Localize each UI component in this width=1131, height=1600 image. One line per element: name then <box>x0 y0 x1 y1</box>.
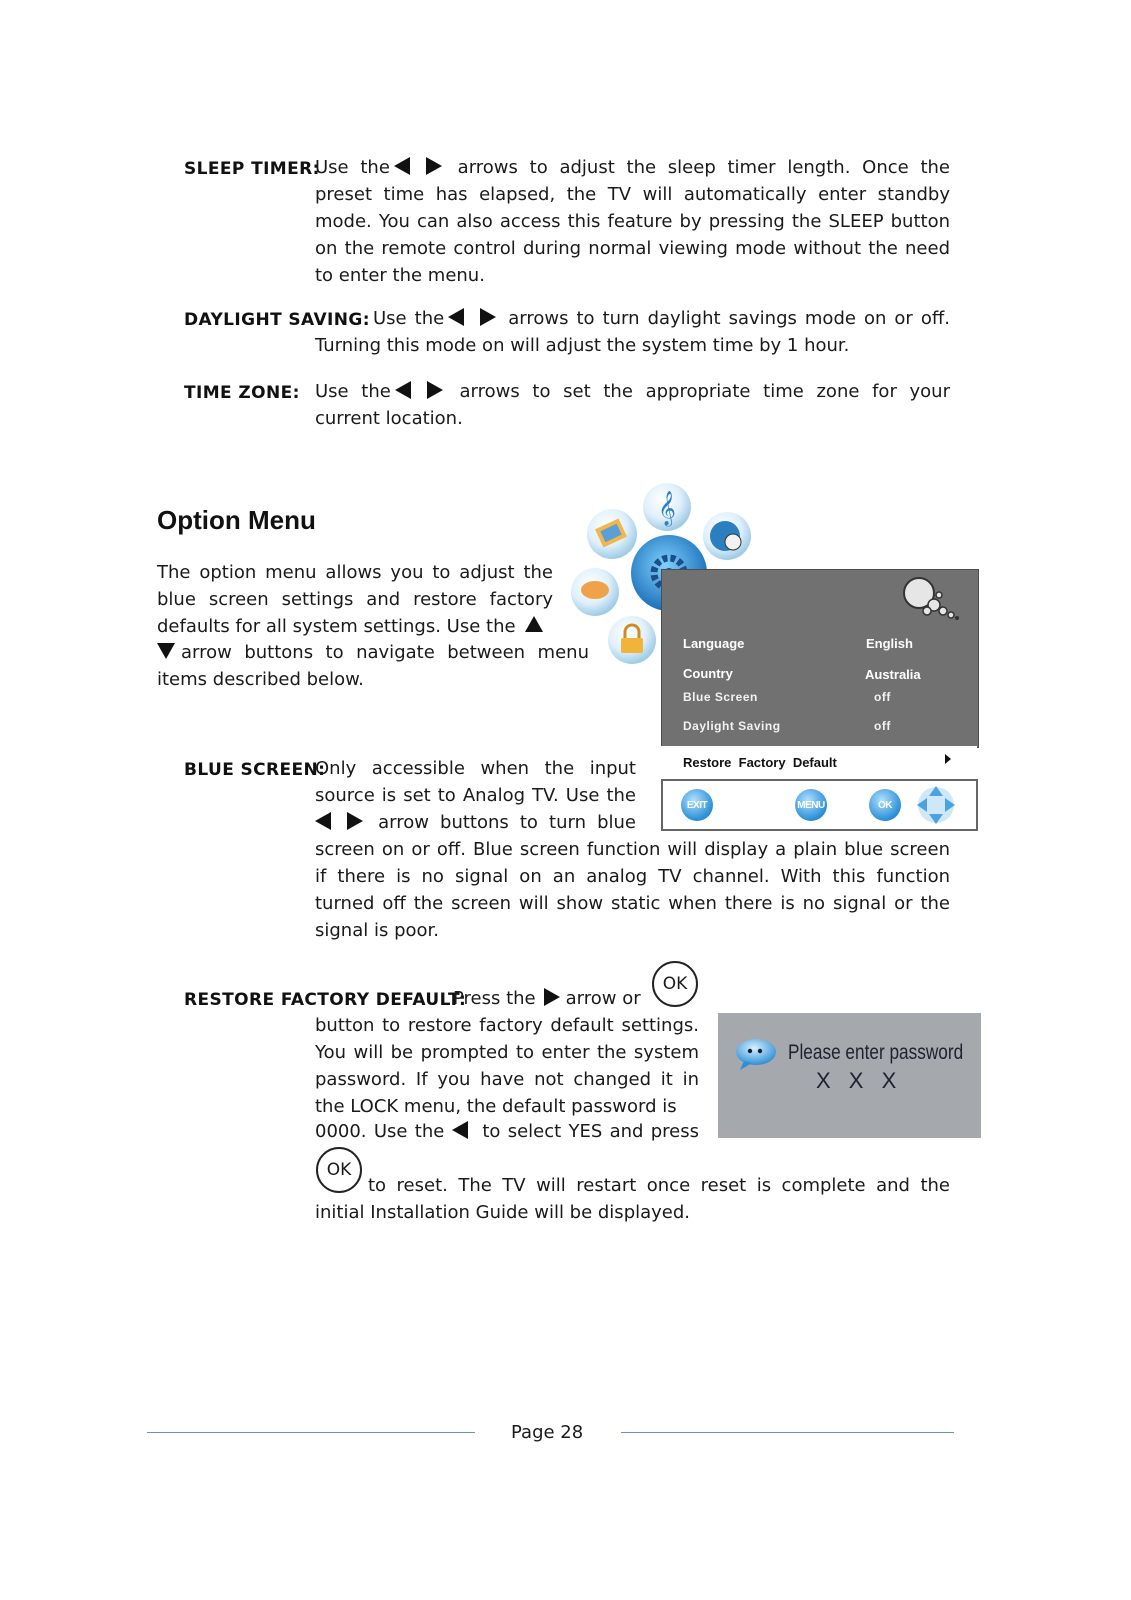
chat-icon[interactable] <box>571 568 619 616</box>
option-menu-intro-pre: The option menu allows you to adjust the blue screen settings and restore factory defaults for all system settings. Use the <box>157 562 553 637</box>
lock-icon[interactable] <box>608 616 656 664</box>
time-zone-rest: location. <box>385 408 463 429</box>
sleep-timer-text <box>315 154 950 289</box>
right-caret-icon <box>945 754 951 764</box>
restore-factory-last-pre: 0000. Use the <box>315 1121 445 1142</box>
restore-factory-body: button to restore factory default settings. You will be prompted to enter the system password. If you have not changed it in the LOCK menu, the default password is <box>315 1015 699 1117</box>
left-arrow-icon <box>394 157 410 175</box>
sleep-timer-line1-post: arrows to adjust the sleep timer length. Once the preset <box>315 157 950 205</box>
restore-factory-final <box>315 1172 950 1226</box>
sleep-timer-label: SLEEP TIMER: <box>184 159 320 179</box>
time-zone-line1-pre: Use the <box>315 381 391 402</box>
restore-factory-last-post: to select YES and press <box>482 1121 700 1142</box>
svg-text:𝄞: 𝄞 <box>658 491 676 526</box>
globe-clock-icon[interactable] <box>703 512 751 560</box>
option-menu-intro-2 <box>157 639 589 693</box>
page-number: Page 28 <box>511 1422 584 1443</box>
menu-blue-screen-label[interactable]: Blue Screen <box>683 690 758 704</box>
right-arrow-icon <box>544 988 560 1006</box>
password-prompt: Please enter password <box>788 1041 964 1064</box>
menu-daylight-saving-label[interactable]: Daylight Saving <box>683 719 781 733</box>
blue-screen-line3 <box>315 809 636 836</box>
menu-daylight-saving-value: off <box>874 719 891 733</box>
ok-button-icon: OK <box>316 1147 362 1193</box>
left-arrow-icon <box>315 812 331 830</box>
right-arrow-icon <box>426 157 442 175</box>
footer-rule-right <box>621 1432 954 1433</box>
menu-language-label[interactable]: Language <box>683 636 745 651</box>
menu-language-value: English <box>866 636 913 651</box>
footer-rule-left <box>147 1432 475 1433</box>
picture-icon[interactable] <box>587 509 637 559</box>
restore-factory-arrow-or: arrow or <box>565 988 641 1009</box>
time-zone-text <box>315 378 950 432</box>
tv-option-menu <box>661 569 977 829</box>
menu-blue-screen-value: off <box>874 690 891 704</box>
right-arrow-icon <box>480 308 496 326</box>
daylight-saving-rest: Turning this mode on will adjust the system time by 1 hour. <box>315 335 850 356</box>
up-arrow-icon <box>525 616 543 632</box>
restore-factory-press: Press the <box>453 988 536 1009</box>
daylight-saving-line1-pre: Use the <box>373 308 445 329</box>
left-arrow-icon <box>395 381 411 399</box>
menu-country-label[interactable]: Country <box>683 666 733 681</box>
menu-selected-row[interactable] <box>661 746 977 772</box>
blue-screen-line2: source is set to Analog TV. Use the <box>315 785 636 806</box>
restore-factory-label: RESTORE FACTORY DEFAULT: <box>184 990 467 1010</box>
blue-screen-label: BLUE SCREEN: <box>184 760 326 780</box>
sleep-timer-rest: time has elapsed, the TV will automatically enter standby mode. You can also access this feature by pressing the SLEEP button on the remote control during normal viewing mode without the need to enter the menu. <box>315 184 950 286</box>
right-arrow-icon <box>427 381 443 399</box>
right-arrow-icon <box>347 812 363 830</box>
restore-factory-line1 <box>453 985 653 1012</box>
blue-screen-rest: screen on or off. Blue screen function will display a plain blue screen if there is no signal on an analog TV channel. With this function turned off the screen will show static when there is no signal or the signal is poor. <box>315 839 950 941</box>
dpad-icon[interactable] <box>914 784 958 826</box>
menu-restore-factory-label[interactable]: Restore Factory Default <box>683 755 837 770</box>
music-icon[interactable] <box>643 483 691 531</box>
daylight-saving-line1-post: arrows to turn daylight savings mode on or off. <box>508 308 950 329</box>
left-arrow-icon <box>448 308 464 326</box>
blue-screen-line1: Only accessible when the input <box>315 758 636 779</box>
chat-bubble-icon <box>734 1037 778 1071</box>
ok-button[interactable]: OK <box>869 789 901 821</box>
time-zone-line1-post: arrows to set the appropriate time zone for your current <box>315 381 950 429</box>
password-dialog <box>718 1013 981 1138</box>
ok-button-icon: OK <box>652 961 698 1007</box>
option-menu-intro-post: arrow buttons to navigate between menu items described below. <box>157 642 589 690</box>
sleep-timer-line1-pre: Use the <box>315 157 390 178</box>
daylight-saving-label: DAYLIGHT SAVING: <box>184 310 370 330</box>
menu-country-value: Australia <box>865 667 921 682</box>
restore-factory-final-text: to reset. The TV will restart once reset is complete and the initial Installation Guide will be displayed. <box>315 1175 950 1223</box>
menu-button[interactable]: MENU <box>795 789 827 821</box>
daylight-saving-line1 <box>373 305 950 332</box>
time-zone-label: TIME ZONE: <box>184 383 300 403</box>
down-arrow-icon <box>157 643 175 659</box>
left-arrow-icon <box>452 1121 468 1139</box>
password-mask[interactable]: X X X <box>816 1068 903 1093</box>
exit-button[interactable]: EXIT <box>681 789 713 821</box>
blue-screen-line3-post: arrow buttons to turn blue <box>378 812 636 833</box>
menu-button-bar <box>661 779 978 831</box>
restore-factory-last-line <box>315 1118 699 1145</box>
option-menu-intro <box>157 559 553 640</box>
bubbles-decoration-icon <box>899 573 969 623</box>
option-menu-heading: Option Menu <box>157 505 316 535</box>
